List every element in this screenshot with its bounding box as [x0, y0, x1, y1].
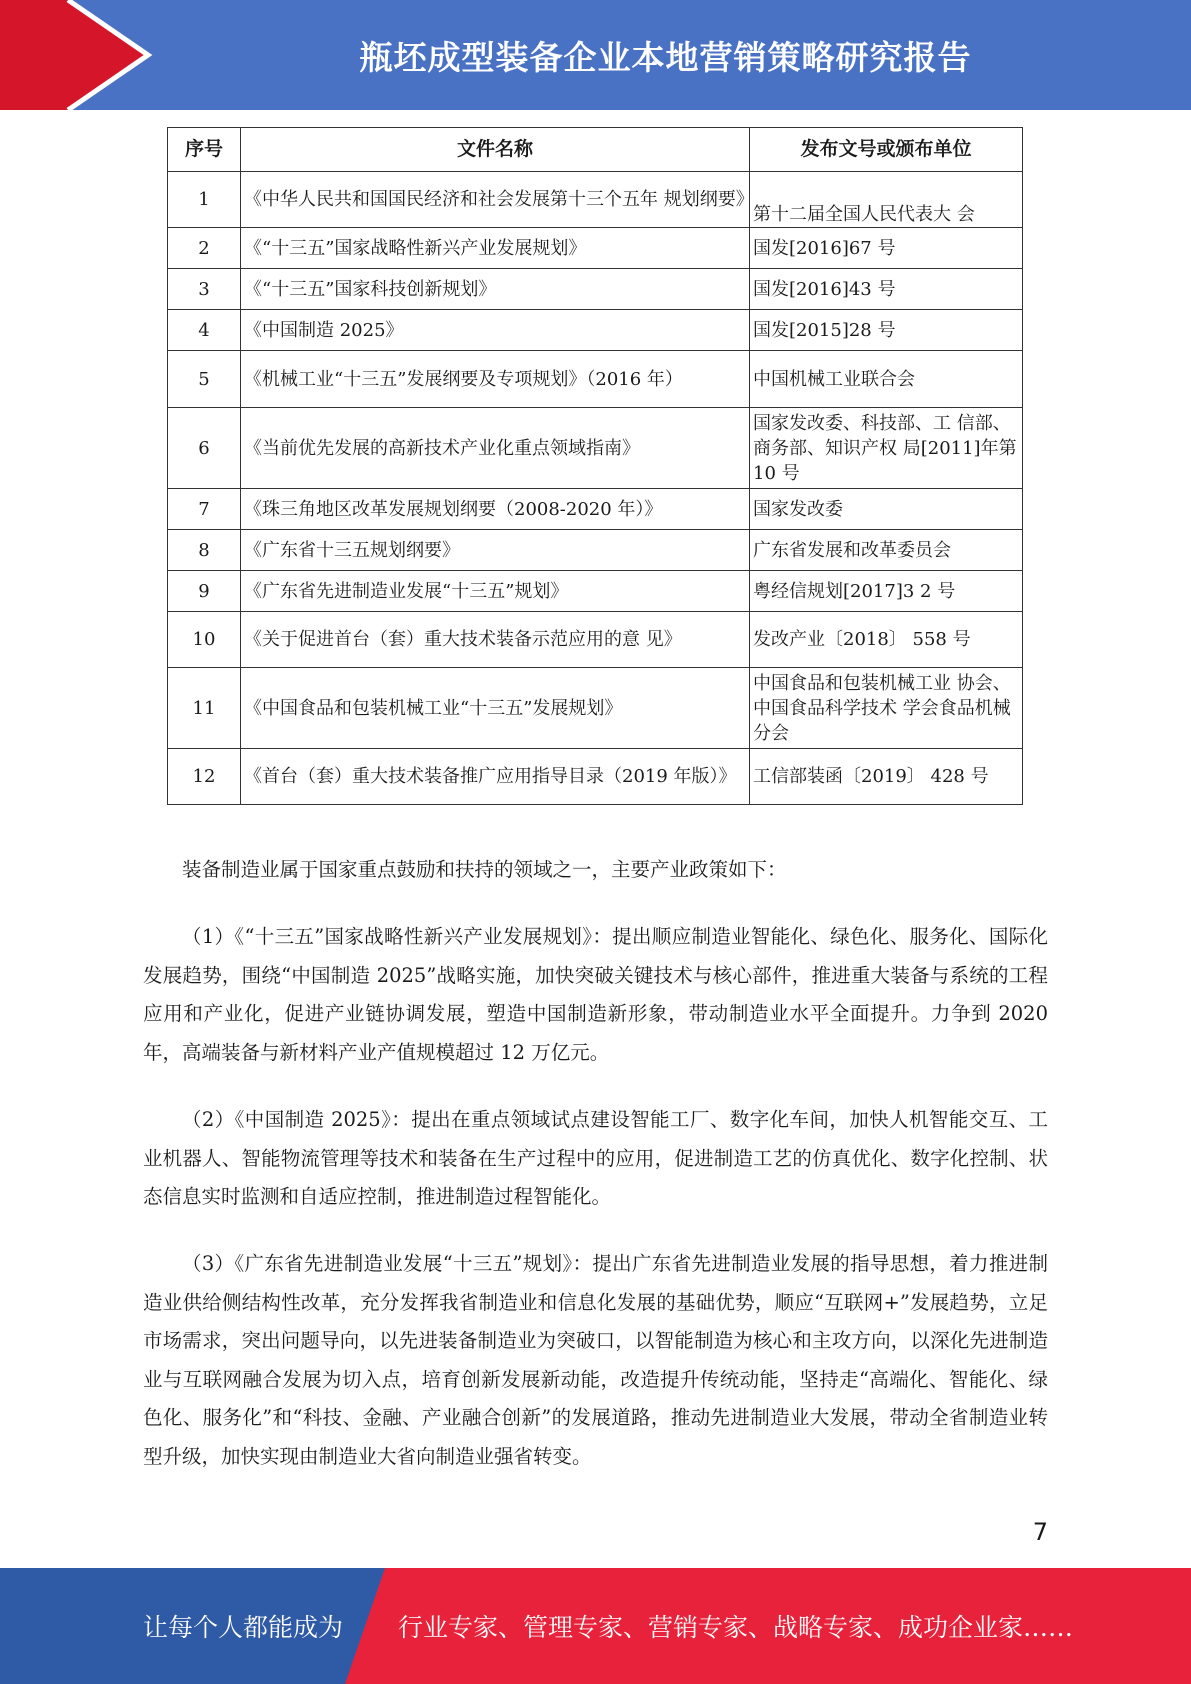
- footer-slogan-left: 让每个人都能成为: [143, 1613, 344, 1642]
- page-number: 7: [1032, 1518, 1048, 1546]
- policy-paragraph-1: （1）《“十三五”国家战略性新兴产业发展规划》：提出顺应制造业智能化、绿色化、服务化、国际化发展趋势，围绕“中国制造 2025”战略实施，加快突破关键技术与核心部件，推进重大装备与系统的工程应用和产业化，促进产业链协调发展，塑造中国制造新形象，带动制造业水平全面提升。力争到 2020 年，高端装备与新材料产业产值规模超过 12 万亿元。: [143, 925, 1048, 1064]
- table-row: [168, 530, 1023, 571]
- issuer: 国家发改委: [750, 489, 1023, 530]
- table-row: [168, 749, 1023, 805]
- row-no: 1: [168, 172, 241, 228]
- row-no: 2: [168, 228, 241, 269]
- page-header: [0, 0, 1191, 110]
- row-no: 8: [168, 530, 241, 571]
- issuer: 国家发改委、科技部、工 信部、商务部、知识产权 局[2011]年第 10 号: [750, 408, 1023, 489]
- table-row: [168, 489, 1023, 530]
- table-row: [168, 228, 1023, 269]
- table-row: [168, 269, 1023, 310]
- row-no: 9: [168, 571, 241, 612]
- row-no: 3: [168, 269, 241, 310]
- table-row: [168, 351, 1023, 408]
- document-name: 《关于促进首台（套）重大技术装备示范应用的意 见》: [241, 612, 750, 668]
- row-no: 4: [168, 310, 241, 351]
- row-no: 11: [168, 668, 241, 749]
- document-name: 《“十三五”国家科技创新规划》: [241, 269, 750, 310]
- issuer: 国发[2016]67 号: [750, 228, 1023, 269]
- issuer: 发改产业〔2018〕 558 号: [750, 612, 1023, 668]
- document-name: 《机械工业“十三五”发展纲要及专项规划》（2016 年）: [241, 351, 750, 408]
- table-row: [168, 310, 1023, 351]
- row-no: 10: [168, 612, 241, 668]
- document-name: 《首台（套）重大技术装备推广应用指导目录（2019 年版）》: [241, 749, 750, 805]
- intro-paragraph: 装备制造业属于国家重点鼓励和扶持的领域之一，主要产业政策如下：: [182, 858, 787, 881]
- document-name: 《中华人民共和国国民经济和社会发展第十三个五年 规划纲要》: [241, 172, 750, 228]
- row-no: 7: [168, 489, 241, 530]
- table-row: [168, 668, 1023, 749]
- table-header-row: [168, 128, 1023, 172]
- document-name: 《当前优先发展的高新技术产业化重点领域指南》: [241, 408, 750, 489]
- table-row: [168, 408, 1023, 489]
- document-name: 《中国食品和包装机械工业“十三五”发展规划》: [241, 668, 750, 749]
- table-row: [168, 612, 1023, 668]
- row-no: 12: [168, 749, 241, 805]
- row-no: 6: [168, 408, 241, 489]
- issuer: 中国机械工业联合会: [750, 351, 1023, 408]
- col-header-name: 文件名称: [241, 128, 750, 172]
- issuer: 第十二届全国人民代表大 会: [750, 172, 1023, 228]
- issuer: 工信部装函〔2019〕 428 号: [750, 749, 1023, 805]
- document-name: 《广东省先进制造业发展“十三五”规划》: [241, 571, 750, 612]
- issuer: 国发[2015]28 号: [750, 310, 1023, 351]
- policy-paragraph-3: （3）《广东省先进制造业发展“十三五”规划》：提出广东省先进制造业发展的指导思想，着力推进制造业供给侧结构性改革，充分发挥我省制造业和信息化发展的基础优势，顺应“互联网+”发展趋势，立足市场需求，突出问题导向，以先进装备制造业为突破口，以智能制造为核心和主攻方向，以深化先进制造业与互联网融合发展为切入点，培育创新发展新动能，改造提升传统动能，坚持走“高端化、智能化、绿色化、服务化”和“科技、金融、产业融合创新”的发展道路，推动先进制造业大发展，带动全省制造业转型升级，加快实现由制造业大省向制造业强省转变。: [143, 1252, 1048, 1468]
- table-row: [168, 172, 1023, 228]
- document-name: 《广东省十三五规划纲要》: [241, 530, 750, 571]
- document-name: 《中国制造 2025》: [241, 310, 750, 351]
- issuer: 广东省发展和改革委员会: [750, 530, 1023, 571]
- col-header-no: 序号: [168, 128, 241, 172]
- policy-paragraph-2: （2）《中国制造 2025》：提出在重点领域试点建设智能工厂、数字化车间，加快人机智能交互、工业机器人、智能物流管理等技术和装备在生产过程中的应用，促进制造工艺的仿真优化、数字化控制、状态信息实时监测和自适应控制，推进制造过程智能化。: [143, 1108, 1048, 1208]
- issuer: 国发[2016]43 号: [750, 269, 1023, 310]
- issuer: 粤经信规划[2017]3 2 号: [750, 571, 1023, 612]
- col-header-issuer: 发布文号或颁布单位: [750, 128, 1023, 172]
- footer-slogan-right: 行业专家、管理专家、营销专家、战略专家、成功企业家……: [398, 1613, 1074, 1642]
- row-no: 5: [168, 351, 241, 408]
- document-name: 《珠三角地区改革发展规划纲要（2008-2020 年）》: [241, 489, 750, 530]
- policy-table: [167, 127, 1023, 805]
- page-footer: [0, 1568, 1191, 1684]
- document-name: 《“十三五”国家战略性新兴产业发展规划》: [241, 228, 750, 269]
- table-row: [168, 571, 1023, 612]
- report-title: 瓶坯成型装备企业本地营销策略研究报告: [359, 37, 972, 77]
- issuer: 中国食品和包装机械工业 协会、中国食品科学技术 学会食品机械分会: [750, 668, 1023, 749]
